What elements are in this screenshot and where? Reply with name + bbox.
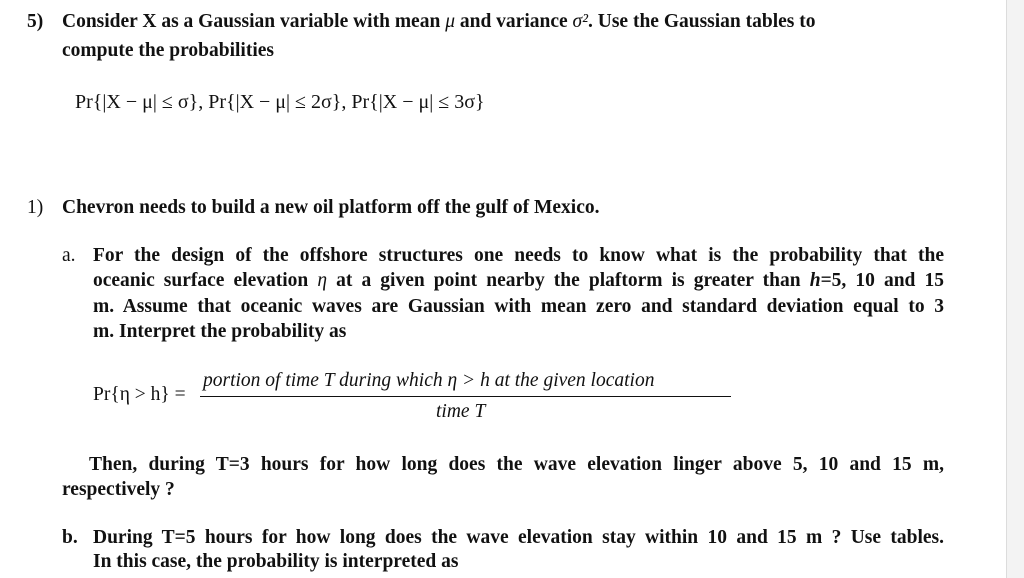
vertical-scrollbar[interactable]	[1006, 0, 1024, 578]
part-a-line-4: m. Interpret the probability as	[93, 321, 347, 342]
question-5-text-a: Consider X as a Gaussian variable with mean	[62, 11, 446, 32]
part-a-line-2	[93, 268, 944, 294]
question-5-text-c: . Use the Gaussian tables to	[588, 11, 816, 32]
question-5-line-1	[62, 9, 816, 35]
eta-symbol: η	[317, 270, 328, 291]
part-a-then-line-2: respectively ?	[62, 479, 175, 500]
part-b-line-1: During T=5 hours for how long does the wave elevation stay within 10 and 15 m ? Use tables.	[93, 527, 944, 548]
part-a-text-c: =5, 10 and 15	[820, 270, 944, 291]
part-b-line-2: In this case, the probability is interpreted as	[93, 551, 459, 572]
h-variable: h	[809, 270, 821, 291]
fraction-lhs: Pr{η > h} =	[93, 384, 186, 405]
question-1-number: 1)	[27, 197, 44, 218]
question-5-text-b: and variance	[454, 11, 573, 32]
sigma-squared-symbol: σ²	[572, 11, 588, 32]
fraction-bar	[200, 396, 731, 397]
part-a-text-a: oceanic surface elevation	[93, 270, 318, 291]
probability-formula: Pr{|X − μ| ≤ σ}, Pr{|X − μ| ≤ 2σ}, Pr{|X − μ| ≤ 3σ}	[75, 91, 485, 113]
question-5-line-2: compute the probabilities	[62, 40, 274, 61]
part-a-text-b: at a given point nearby the plaftorm is greater than	[327, 270, 810, 291]
part-b-marker: b.	[62, 527, 78, 548]
mu-symbol: μ	[445, 11, 455, 32]
fraction-denominator: time T	[436, 401, 486, 422]
part-a-line-1: For the design of the offshore structures one needs to know what is the probability that the	[93, 245, 944, 266]
question-5-number: 5)	[27, 11, 44, 32]
part-a-line-3: m. Assume that oceanic waves are Gaussian with mean zero and standard deviation equal to 3	[93, 296, 944, 317]
part-a-marker: a.	[62, 245, 76, 266]
part-a-then-line-1: Then, during T=3 hours for how long does the wave elevation linger above 5, 10 and 15 m,	[89, 454, 944, 475]
fraction-numerator: portion of time T during which η > h at the given location	[203, 370, 655, 391]
question-1-title: Chevron needs to build a new oil platform off the gulf of Mexico.	[62, 197, 600, 218]
